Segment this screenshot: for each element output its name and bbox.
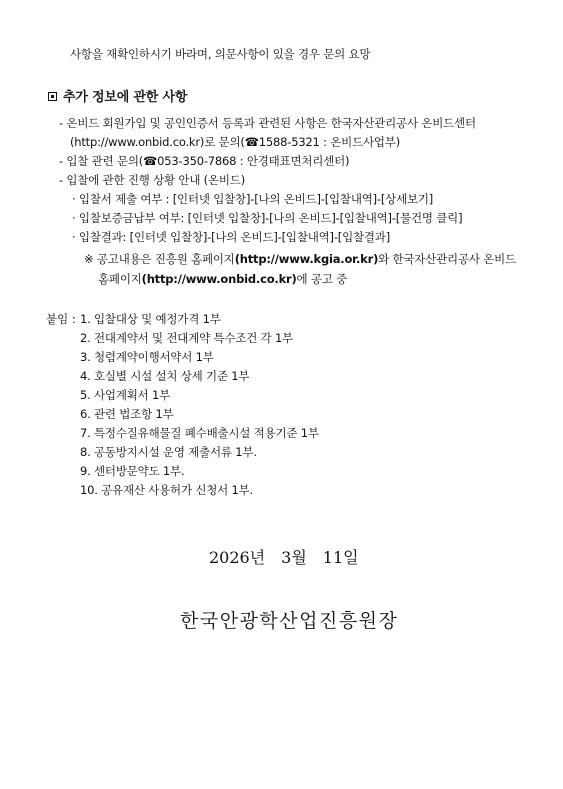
notice-url-kgia: (http://www.kgia.or.kr): [234, 252, 379, 266]
section-title: 추가 정보에 관한 사항: [63, 90, 188, 105]
attachment-item: 2. 전대계약서 및 전대계약 특수조건 각 1부: [80, 331, 293, 345]
document-date: 2026년 3월 11일: [209, 548, 359, 567]
attachment-item: 10. 공유재산 사용허가 신청서 1부.: [80, 483, 253, 497]
attachment-item: 1. 입찰대상 및 예정가격 1부: [80, 312, 221, 326]
attachment-item: 3. 청렴계약이행서약서 1부: [80, 350, 214, 364]
info-line: - 입찰에 관한 진행 상황 안내 (온비드): [59, 173, 245, 187]
info-line: · 입찰보증금납부 여부: [인터넷 입찰창]-[나의 온비드]-[입찰내역]-[물건명 클릭]: [72, 211, 463, 225]
notice-url-onbid: (http://www.onbid.co.kr): [141, 272, 297, 286]
info-line: - 입찰 관련 문의(☎053-350-7868 : 안경태표면처리센터): [59, 154, 350, 168]
info-line: - 온비드 회원가입 및 공인인증서 등록과 관련된 사항은 한국자산관리공사 온비드센터: [59, 116, 476, 130]
attachment-item: 4. 호실별 시설 설치 상세 기준 1부: [80, 369, 250, 383]
issuing-organization: 한국안광학산업진흥원장: [180, 610, 399, 632]
intro-line: 사항을 재확인하시기 바라며, 의문사항이 있을 경우 문의 요망: [70, 47, 371, 61]
notice2-suffix: 에 공고 중: [296, 272, 348, 286]
attachment-item: 7. 특정수질유해물질 폐수배출시설 적용기준 1부: [80, 426, 319, 440]
attachments-label: 붙임 :: [46, 312, 76, 326]
notice2-prefix: 홈페이지: [98, 272, 142, 286]
notice-line-1: [84, 252, 516, 267]
attachment-item: 6. 관련 법조항 1부: [80, 407, 174, 421]
info-line: (http://www.onbid.co.kr)로 문의(☎1588-5321 : 온비드사업부): [70, 135, 400, 149]
square-bullet-icon: [48, 92, 57, 101]
notice-line-2: [98, 272, 347, 287]
attachment-item: 8. 공동방지시설 운영 제출서류 1부.: [80, 445, 257, 459]
info-line: · 입찰서 제출 여부 : [인터넷 입찰창]-[나의 온비드]-[입찰내역]-[상세보기]: [72, 192, 434, 206]
notice-prefix: ※ 공고내용은 진흥원 홈페이지: [84, 252, 235, 266]
attachment-item: 9. 센터방문약도 1부.: [80, 464, 185, 478]
info-line: · 입찰결과: [인터넷 입찰창]-[나의 온비드]-[입찰내역]-[입찰결과]: [72, 230, 390, 244]
attachment-item: 5. 사업계획서 1부: [80, 388, 171, 402]
notice-mid: 와 한국자산관리공사 온비드: [378, 252, 516, 266]
section-heading: [48, 90, 187, 105]
